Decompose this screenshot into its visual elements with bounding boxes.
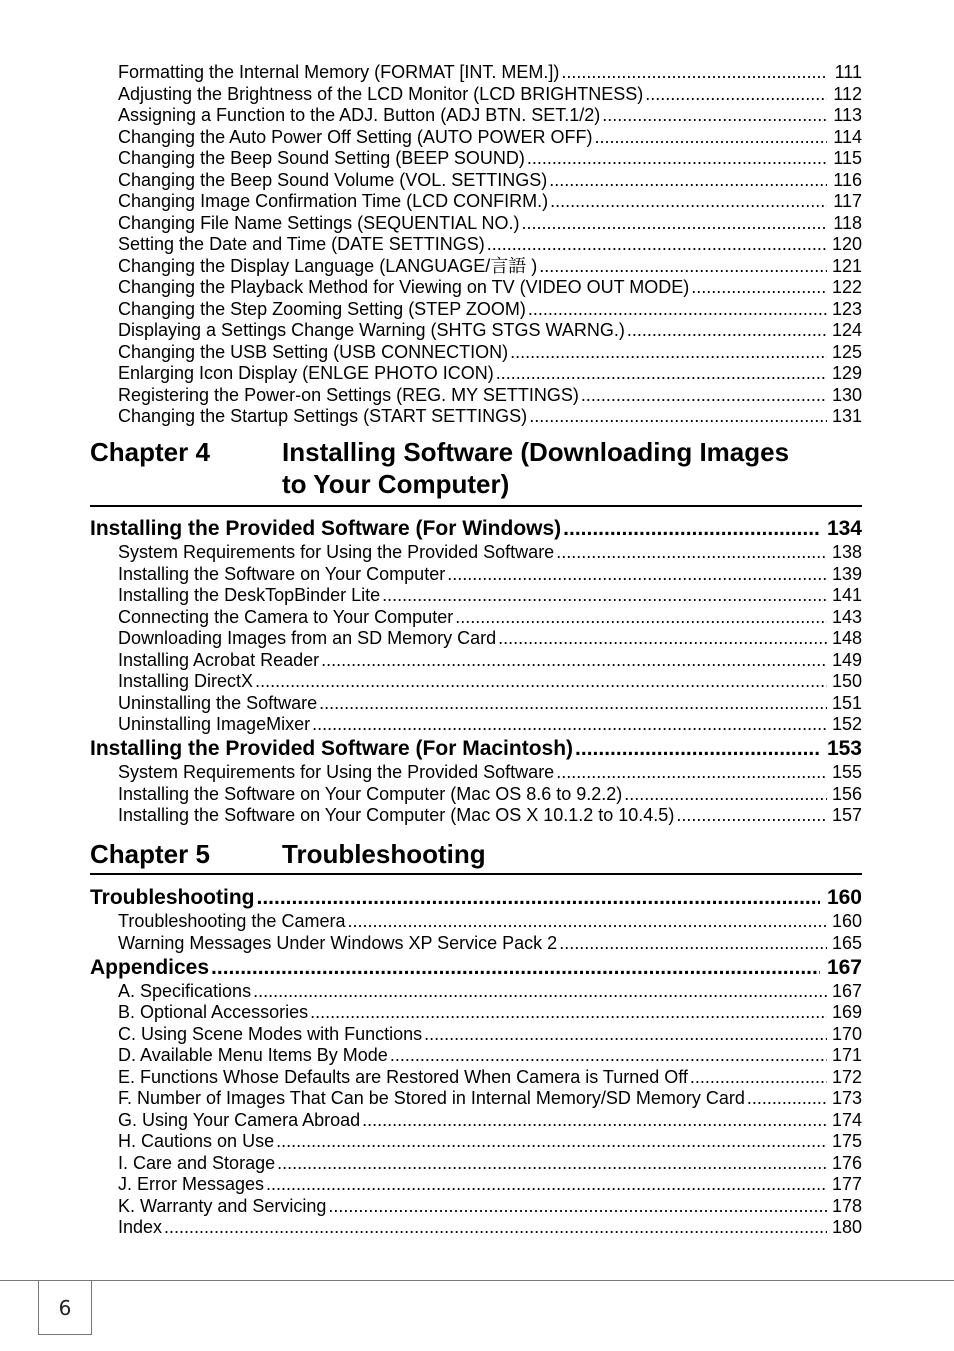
- entry-page-number: 138: [831, 542, 862, 562]
- dot-leader: [319, 693, 827, 715]
- entry-page-number: 160: [826, 886, 862, 909]
- toc-entry: [118, 1131, 862, 1153]
- toc-entry: [118, 693, 862, 715]
- chapter-title: [282, 436, 862, 500]
- entry-title: Appendices: [90, 955, 210, 979]
- dot-leader: [510, 342, 827, 364]
- entry-title: C. Using Scene Modes with Functions: [118, 1023, 423, 1044]
- entry-page-number: 148: [831, 628, 862, 648]
- toc-entry: [118, 385, 862, 407]
- dot-leader: [527, 148, 827, 170]
- toc-section-entry: [90, 886, 862, 910]
- entry-page-number: 124: [831, 320, 862, 340]
- toc-entry: [118, 1045, 862, 1067]
- dot-leader: [561, 62, 827, 84]
- toc-entry: [118, 363, 862, 385]
- entry-page-number: 174: [831, 1109, 862, 1130]
- entry-page-number: 157: [831, 805, 862, 825]
- entry-title: F. Number of Images That Can be Stored in Internal Memory/SD Memory Card: [118, 1088, 745, 1108]
- entry-page-number: 153: [826, 737, 862, 760]
- entry-page-number: 160: [831, 911, 862, 931]
- entry-title: H. Cautions on Use: [118, 1131, 275, 1151]
- dot-leader: [328, 1196, 827, 1218]
- entry-title: Installing the Software on Your Computer (Mac OS 8.6 to 9.2.2): [118, 783, 623, 804]
- dot-leader: [528, 299, 827, 321]
- entry-page-number: 131: [831, 406, 862, 426]
- entry-title: Changing the Playback Method for Viewing on TV (VIDEO OUT MODE): [118, 277, 690, 297]
- dot-leader: [624, 784, 827, 806]
- entry-title: Enlarging Icon Display (ENLGE PHOTO ICON): [118, 363, 494, 383]
- entry-title: Warning Messages Under Windows XP Service Pack 2: [118, 932, 558, 953]
- entry-title: Changing the Startup Settings (START SETTINGS): [118, 406, 528, 426]
- dot-leader: [362, 1110, 827, 1132]
- entry-page-number: 125: [831, 341, 862, 362]
- toc-entry: [118, 564, 862, 586]
- dot-leader: [556, 542, 827, 564]
- toc-entry: [118, 1174, 862, 1196]
- entry-title: Installing the Software on Your Computer: [118, 563, 446, 584]
- entry-title: B. Optional Accessories: [118, 1002, 309, 1022]
- chapter-title-line: Installing Software (Downloading Images: [282, 437, 790, 467]
- toc-entry: [118, 762, 862, 784]
- entry-page-number: 129: [831, 363, 862, 383]
- entry-title: Displaying a Settings Change Warning (SHTG STGS WARNG.): [118, 320, 625, 340]
- toc-entry: [118, 981, 862, 1003]
- entry-title: Changing the Display Language (LANGUAGE/言語 ): [118, 255, 538, 276]
- entry-page-number: 134: [826, 517, 862, 540]
- entry-title: Troubleshooting: [90, 886, 255, 909]
- entry-page-number: 123: [831, 298, 862, 319]
- dot-leader: [691, 277, 827, 299]
- dot-leader: [549, 170, 827, 192]
- entry-title: Changing File Name Settings (SEQUENTIAL NO.): [118, 212, 520, 233]
- toc-entry: [118, 911, 862, 933]
- dot-leader: [487, 234, 827, 256]
- entry-page-number: 155: [831, 762, 862, 782]
- chapter-number: Chapter 4: [90, 437, 210, 467]
- dot-leader: [321, 650, 827, 672]
- chapter-title: Troubleshooting: [282, 839, 486, 869]
- toc-entry: [118, 213, 862, 235]
- toc-entry: [118, 127, 862, 149]
- toc-entry: [118, 542, 862, 564]
- chapter-number: Chapter 5: [90, 839, 210, 869]
- dot-leader: [276, 1131, 827, 1153]
- toc-entry: [118, 1067, 862, 1089]
- dot-leader: [539, 256, 827, 278]
- dot-leader: [550, 191, 827, 213]
- dot-leader: [447, 564, 827, 586]
- toc-entry: [118, 299, 862, 321]
- dot-leader: [581, 385, 827, 407]
- entry-title: Troubleshooting the Camera: [118, 911, 346, 931]
- entry-page-number: 180: [831, 1217, 862, 1237]
- entry-page-number: 175: [831, 1131, 862, 1151]
- chapter-4-heading: [90, 436, 862, 506]
- entry-title: Index: [118, 1217, 163, 1237]
- toc-entry: [118, 320, 862, 342]
- entry-page-number: 118: [833, 212, 862, 233]
- toc-entry: [118, 170, 862, 192]
- toc-entry: [118, 628, 862, 650]
- entry-page-number: 178: [831, 1195, 862, 1216]
- entry-page-number: 143: [831, 606, 862, 627]
- toc-entry: [118, 191, 862, 213]
- toc-section-entry: [90, 737, 862, 761]
- entry-page-number: 139: [831, 563, 862, 584]
- entry-title: J. Error Messages: [118, 1174, 265, 1194]
- entry-page-number: 169: [831, 1002, 862, 1022]
- toc-entry: [118, 234, 862, 256]
- entry-page-number: 112: [833, 83, 862, 104]
- dot-leader: [521, 213, 827, 235]
- entry-title: Installing Acrobat Reader: [118, 649, 320, 670]
- dot-leader: [256, 886, 820, 910]
- entry-title: Changing the USB Setting (USB CONNECTION): [118, 341, 509, 362]
- entry-title: Installing the Provided Software (For Macintosh): [90, 737, 574, 760]
- toc-entry: [118, 1002, 862, 1024]
- toc-entry: [118, 714, 862, 736]
- entry-title: Installing DirectX: [118, 671, 254, 691]
- entry-title: Changing Image Confirmation Time (LCD CONFIRM.): [118, 191, 549, 211]
- toc-entry: [118, 148, 862, 170]
- toc-entry: [118, 607, 862, 629]
- toc-entry: [118, 406, 862, 428]
- entry-title: Changing the Auto Power Off Setting (AUTO POWER OFF): [118, 126, 593, 147]
- entry-page-number: 172: [831, 1066, 862, 1087]
- entry-title: Installing the Provided Software (For Windows): [90, 517, 562, 540]
- toc-entry: [118, 62, 862, 84]
- dot-leader: [253, 981, 827, 1003]
- entry-title: E. Functions Whose Defaults are Restored When Camera is Turned Off: [118, 1066, 688, 1087]
- toc-section-entry: [90, 517, 862, 541]
- dot-leader: [310, 1002, 827, 1024]
- dot-leader: [595, 127, 827, 149]
- page-number-box: [38, 1280, 92, 1335]
- entry-title: Adjusting the Brightness of the LCD Monitor (LCD BRIGHTNESS): [118, 83, 644, 104]
- toc-entry: [118, 1110, 862, 1132]
- entry-title: Registering the Power-on Settings (REG. MY SETTINGS): [118, 384, 579, 405]
- entry-page-number: 113: [833, 105, 862, 125]
- dot-leader: [266, 1174, 827, 1196]
- entry-title: Changing the Beep Sound Volume (VOL. SETTINGS): [118, 169, 548, 190]
- entry-title: Downloading Images from an SD Memory Card: [118, 628, 497, 648]
- dot-leader: [382, 585, 827, 607]
- chapter-title-line: to Your Computer): [282, 469, 510, 499]
- entry-title: A. Specifications: [118, 980, 252, 1001]
- dot-leader: [559, 933, 827, 955]
- entry-page-number: 167: [826, 955, 862, 979]
- entry-page-number: 116: [833, 169, 862, 190]
- entry-page-number: 120: [831, 234, 862, 254]
- dot-leader: [455, 607, 827, 629]
- toc-entry: [118, 1153, 862, 1175]
- entry-page-number: 117: [833, 191, 862, 211]
- entry-title: Setting the Date and Time (DATE SETTINGS): [118, 234, 485, 254]
- toc-entry: [118, 1196, 862, 1218]
- entry-title: K. Warranty and Servicing: [118, 1195, 327, 1216]
- dot-leader: [529, 406, 827, 428]
- footer-rule: [0, 1280, 954, 1281]
- entry-page-number: 176: [831, 1152, 862, 1173]
- toc-entry: [118, 585, 862, 607]
- toc-entry: [118, 1088, 862, 1110]
- toc-entry: [118, 805, 862, 827]
- dot-leader: [390, 1045, 827, 1067]
- toc-entry: [118, 277, 862, 299]
- entry-title: Formatting the Internal Memory (FORMAT [INT. MEM.]): [118, 62, 560, 82]
- entry-page-number: 114: [833, 126, 862, 147]
- chapter-rule: [90, 505, 862, 507]
- dot-leader: [498, 628, 827, 650]
- entry-page-number: 167: [831, 980, 862, 1001]
- entry-page-number: 165: [831, 932, 862, 953]
- entry-page-number: 141: [831, 585, 862, 605]
- entry-title: Changing the Step Zooming Setting (STEP ZOOM): [118, 298, 526, 319]
- dot-leader: [690, 1067, 827, 1089]
- entry-page-number: 152: [831, 714, 862, 734]
- dot-leader: [575, 737, 820, 761]
- entry-title: I. Care and Storage: [118, 1152, 276, 1173]
- chapter-rule: [90, 873, 862, 875]
- entry-title: Connecting the Camera to Your Computer: [118, 606, 454, 627]
- entry-page-number: 122: [831, 277, 862, 297]
- toc-entry: [118, 342, 862, 364]
- dot-leader: [164, 1217, 827, 1239]
- toc-entry: [118, 933, 862, 955]
- chapter-5-heading: [90, 838, 862, 872]
- dot-leader: [424, 1024, 827, 1046]
- dot-leader: [347, 911, 827, 933]
- entry-page-number: 130: [831, 384, 862, 405]
- dot-leader: [563, 517, 820, 541]
- entry-page-number: 151: [831, 692, 862, 713]
- entry-title: Assigning a Function to the ADJ. Button (ADJ BTN. SET.1/2): [118, 105, 601, 125]
- dot-leader: [496, 363, 827, 385]
- dot-leader: [255, 671, 827, 693]
- toc-entry: [118, 105, 862, 127]
- entry-title: D. Available Menu Items By Mode: [118, 1045, 388, 1065]
- dot-leader: [556, 762, 827, 784]
- entry-title: G. Using Your Camera Abroad: [118, 1109, 361, 1130]
- entry-title: System Requirements for Using the Provided Software: [118, 762, 555, 782]
- entry-title: Installing the Software on Your Computer (Mac OS X 10.1.2 to 10.4.5): [118, 805, 675, 825]
- toc-section-entry: [90, 956, 862, 980]
- dot-leader: [277, 1153, 827, 1175]
- dot-leader: [312, 714, 827, 736]
- dot-leader: [211, 956, 820, 980]
- toc-entry: [118, 256, 862, 278]
- page-number: 6: [58, 1296, 72, 1320]
- dot-leader: [627, 320, 827, 342]
- entry-page-number: 149: [831, 649, 862, 670]
- entry-page-number: 171: [831, 1045, 862, 1065]
- entry-page-number: 111: [834, 62, 862, 82]
- entry-page-number: 115: [833, 148, 862, 168]
- entry-title: System Requirements for Using the Provided Software: [118, 542, 555, 562]
- entry-title: Installing the DeskTopBinder Lite: [118, 585, 381, 605]
- dot-leader: [602, 105, 827, 127]
- toc-entry: [118, 671, 862, 693]
- entry-page-number: 177: [831, 1174, 862, 1194]
- entry-title: Uninstalling the Software: [118, 692, 318, 713]
- toc-entry: [118, 1217, 862, 1239]
- entry-title: Uninstalling ImageMixer: [118, 714, 311, 734]
- dot-leader: [747, 1088, 827, 1110]
- entry-page-number: 170: [831, 1023, 862, 1044]
- dot-leader: [645, 84, 827, 106]
- entry-page-number: 121: [831, 255, 862, 276]
- entry-title: Changing the Beep Sound Setting (BEEP SOUND): [118, 148, 525, 168]
- entry-page-number: 156: [831, 783, 862, 804]
- toc-entry: [118, 84, 862, 106]
- toc-entry: [118, 784, 862, 806]
- toc-entry: [118, 1024, 862, 1046]
- entry-page-number: 150: [831, 671, 862, 691]
- toc-entry: [118, 650, 862, 672]
- entry-page-number: 173: [831, 1088, 862, 1108]
- dot-leader: [676, 805, 827, 827]
